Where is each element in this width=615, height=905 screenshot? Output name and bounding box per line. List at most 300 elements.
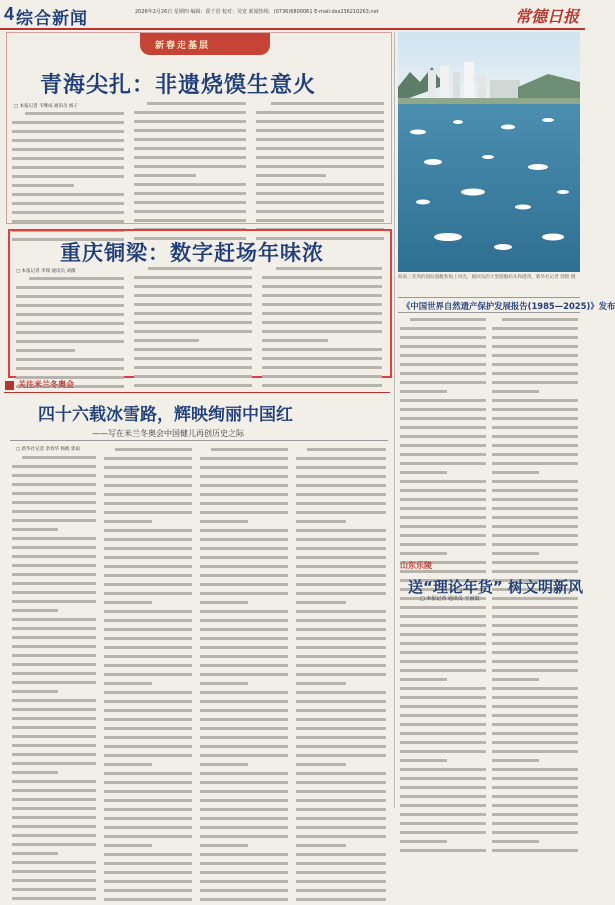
text-line-bar xyxy=(296,700,386,703)
article-1-headline[interactable]: 青海尖扎：非遗烧馍生意火 xyxy=(40,73,317,98)
text-line-bar xyxy=(16,349,75,352)
text-line-placeholder xyxy=(400,840,486,847)
text-line-placeholder xyxy=(200,727,288,734)
text-line-bar xyxy=(200,853,288,856)
text-line-placeholder xyxy=(12,528,96,535)
text-line-bar xyxy=(296,763,346,766)
text-line-placeholder xyxy=(492,696,578,703)
article-3-byline: □ 新华社记者 余春华 杨帆 郭雨 xyxy=(16,447,80,452)
text-line-bar xyxy=(400,345,486,348)
text-line-bar xyxy=(12,699,96,702)
text-line-placeholder xyxy=(134,339,252,346)
text-line-bar xyxy=(104,844,152,847)
text-line-bar xyxy=(256,174,326,177)
text-line-placeholder xyxy=(262,312,382,319)
text-line-placeholder xyxy=(12,591,96,598)
text-line-bar xyxy=(296,466,386,469)
text-line-bar xyxy=(262,276,382,279)
text-line-bar xyxy=(400,624,486,627)
text-line-bar xyxy=(262,294,382,297)
text-line-bar xyxy=(200,484,288,487)
text-line-bar xyxy=(200,592,288,595)
text-line-placeholder xyxy=(12,771,96,778)
text-line-placeholder xyxy=(12,681,96,688)
text-line-placeholder xyxy=(492,732,578,739)
text-line-bar xyxy=(12,175,124,178)
text-line-placeholder xyxy=(400,318,486,325)
text-line-placeholder xyxy=(400,849,486,856)
text-line-placeholder xyxy=(296,691,386,698)
text-line-bar xyxy=(12,807,96,810)
text-line-bar xyxy=(296,619,386,622)
newspaper-logo: 常德日报 xyxy=(515,7,580,26)
text-line-bar xyxy=(492,669,578,672)
text-line-placeholder xyxy=(296,628,386,635)
text-line-bar xyxy=(492,552,539,555)
text-line-bar xyxy=(296,772,386,775)
text-line-placeholder xyxy=(400,687,486,694)
text-line-bar xyxy=(400,462,486,465)
text-line-placeholder xyxy=(200,592,288,599)
text-line-bar xyxy=(200,475,288,478)
text-line-bar xyxy=(12,184,74,187)
text-line-bar xyxy=(104,799,192,802)
text-line-bar xyxy=(12,861,96,864)
text-line-bar xyxy=(400,705,486,708)
text-line-placeholder xyxy=(104,583,192,590)
text-line-bar xyxy=(134,375,252,378)
text-line-bar xyxy=(134,156,246,159)
text-line-placeholder xyxy=(12,600,96,607)
text-line-placeholder xyxy=(400,777,486,784)
text-line-placeholder xyxy=(104,718,192,725)
text-line-placeholder xyxy=(400,417,486,424)
text-line-bar xyxy=(104,637,192,640)
text-line-placeholder xyxy=(400,750,486,757)
text-line-placeholder xyxy=(104,637,192,644)
text-line-bar xyxy=(296,673,386,676)
text-line-bar xyxy=(400,507,486,510)
text-line-bar xyxy=(12,573,96,576)
text-line-bar xyxy=(200,520,248,523)
text-line-placeholder xyxy=(134,192,246,199)
text-line-placeholder xyxy=(256,201,384,208)
text-line-placeholder xyxy=(296,700,386,707)
text-line-placeholder xyxy=(492,453,578,460)
text-line-placeholder xyxy=(134,330,252,337)
article-2-byline: □ 本报记者 李瑞 通讯员 刘薇 xyxy=(16,269,76,274)
text-line-placeholder xyxy=(400,435,486,442)
text-line-placeholder xyxy=(200,799,288,806)
text-line-bar xyxy=(200,529,288,532)
text-line-placeholder xyxy=(296,844,386,851)
text-line-placeholder xyxy=(296,772,386,779)
text-line-bar xyxy=(296,871,386,874)
text-line-bar xyxy=(134,129,246,132)
text-line-placeholder xyxy=(296,637,386,644)
text-line-bar xyxy=(12,897,96,900)
text-line-placeholder xyxy=(12,175,124,182)
text-line-placeholder xyxy=(400,372,486,379)
text-line-placeholder xyxy=(134,147,246,154)
text-line-placeholder xyxy=(200,565,288,572)
text-line-placeholder xyxy=(296,502,386,509)
text-line-bar xyxy=(104,565,192,568)
text-line-placeholder xyxy=(12,834,96,841)
text-line-bar xyxy=(400,714,486,717)
text-line-placeholder xyxy=(104,745,192,752)
text-line-placeholder xyxy=(400,642,486,649)
text-line-placeholder xyxy=(104,853,192,860)
text-line-bar xyxy=(12,537,96,540)
text-line-bar xyxy=(104,493,192,496)
text-line-bar xyxy=(200,556,288,559)
text-line-placeholder xyxy=(262,321,382,328)
text-line-placeholder xyxy=(492,813,578,820)
article-5-headline[interactable]: 送“理论年货” 树文明新风 xyxy=(408,578,583,596)
text-line-placeholder xyxy=(296,898,386,905)
text-line-bar xyxy=(22,456,96,459)
text-line-placeholder xyxy=(492,507,578,514)
text-line-bar xyxy=(400,471,447,474)
text-line-placeholder xyxy=(492,381,578,388)
text-line-placeholder xyxy=(492,840,578,847)
text-line-bar xyxy=(492,444,578,447)
text-line-bar xyxy=(200,682,248,685)
article-3-column-4 xyxy=(296,446,386,806)
text-line-placeholder xyxy=(200,547,288,554)
text-line-bar xyxy=(400,660,486,663)
text-line-placeholder xyxy=(104,610,192,617)
article-4-headline[interactable]: 《中国世界自然遗产保护发展报告(1985—2025)》发布 xyxy=(402,301,615,311)
text-line-bar xyxy=(104,556,192,559)
text-line-bar xyxy=(104,763,152,766)
article-5-column-2 xyxy=(492,604,578,806)
text-line-bar xyxy=(12,834,96,837)
text-line-bar xyxy=(12,870,96,873)
text-line-bar xyxy=(200,601,248,604)
text-line-bar xyxy=(104,646,192,649)
text-line-placeholder xyxy=(12,121,124,128)
text-line-bar xyxy=(200,889,288,892)
text-line-placeholder xyxy=(400,489,486,496)
text-line-placeholder xyxy=(296,682,386,689)
text-line-bar xyxy=(12,474,96,477)
article-3-headline[interactable]: 四十六载冰雪路，辉映绚丽中国红 xyxy=(38,405,293,425)
text-line-placeholder xyxy=(134,102,246,109)
text-line-placeholder xyxy=(262,357,382,364)
text-line-bar xyxy=(12,564,96,567)
text-line-bar xyxy=(400,417,486,420)
text-line-placeholder xyxy=(400,462,486,469)
text-line-placeholder xyxy=(12,474,96,481)
text-line-bar xyxy=(492,570,578,573)
text-line-placeholder xyxy=(492,363,578,370)
text-line-bar xyxy=(492,840,539,843)
text-line-bar xyxy=(104,511,192,514)
text-line-bar xyxy=(492,804,578,807)
text-line-placeholder xyxy=(200,484,288,491)
text-line-placeholder xyxy=(16,322,124,329)
text-line-placeholder xyxy=(12,654,96,661)
text-line-bar xyxy=(492,417,578,420)
text-line-placeholder xyxy=(492,849,578,856)
text-line-bar xyxy=(12,528,58,531)
text-line-bar xyxy=(296,574,386,577)
text-line-placeholder xyxy=(200,763,288,770)
text-line-bar xyxy=(12,166,124,169)
text-line-bar xyxy=(262,375,382,378)
text-line-bar xyxy=(296,880,386,883)
text-line-placeholder xyxy=(200,619,288,626)
text-line-bar xyxy=(296,502,386,505)
text-line-placeholder xyxy=(12,139,124,146)
text-line-placeholder xyxy=(296,799,386,806)
text-line-placeholder xyxy=(104,529,192,536)
text-line-placeholder xyxy=(400,444,486,451)
text-line-bar xyxy=(12,798,96,801)
text-line-bar xyxy=(502,606,578,609)
text-line-bar xyxy=(16,295,124,298)
text-line-bar xyxy=(296,790,386,793)
text-line-bar xyxy=(12,825,96,828)
text-line-bar xyxy=(492,480,578,483)
text-line-bar xyxy=(200,493,288,496)
text-line-placeholder xyxy=(296,538,386,545)
text-line-placeholder xyxy=(492,444,578,451)
text-line-placeholder xyxy=(200,898,288,905)
text-line-placeholder xyxy=(16,349,124,356)
text-line-bar xyxy=(200,466,288,469)
text-line-placeholder xyxy=(296,781,386,788)
text-line-placeholder xyxy=(492,777,578,784)
text-line-placeholder xyxy=(400,453,486,460)
text-line-placeholder xyxy=(296,880,386,887)
text-line-bar xyxy=(262,330,382,333)
text-line-bar xyxy=(12,816,96,819)
text-line-placeholder xyxy=(400,759,486,766)
text-line-placeholder xyxy=(104,754,192,761)
text-line-bar xyxy=(134,210,246,213)
text-line-bar xyxy=(104,466,192,469)
text-line-placeholder xyxy=(296,493,386,500)
text-line-bar xyxy=(115,448,192,451)
text-line-bar xyxy=(262,321,382,324)
text-line-placeholder xyxy=(12,519,96,526)
text-line-bar xyxy=(12,645,96,648)
text-line-placeholder xyxy=(12,166,124,173)
text-line-bar xyxy=(12,789,96,792)
text-line-bar xyxy=(296,457,386,460)
text-line-placeholder xyxy=(134,348,252,355)
text-line-bar xyxy=(12,708,96,711)
text-line-placeholder xyxy=(400,498,486,505)
text-line-bar xyxy=(104,547,192,550)
text-line-bar xyxy=(200,844,248,847)
text-line-placeholder xyxy=(400,831,486,838)
text-line-placeholder xyxy=(12,897,96,904)
text-line-bar xyxy=(492,741,578,744)
text-line-placeholder xyxy=(200,853,288,860)
text-line-placeholder xyxy=(104,592,192,599)
text-line-placeholder xyxy=(492,723,578,730)
text-line-bar xyxy=(400,552,447,555)
header-meta: 2026年2月26日 星期四 编辑：霍千语 校对：吴宽 新闻热线：(0736)6800061 E-mail:dxs236210263.net xyxy=(135,9,379,15)
text-line-placeholder xyxy=(400,354,486,361)
text-line-bar xyxy=(256,156,384,159)
text-line-bar xyxy=(296,727,386,730)
article-4-column-2 xyxy=(492,316,578,554)
text-line-placeholder xyxy=(400,516,486,523)
text-line-placeholder xyxy=(200,583,288,590)
text-line-bar xyxy=(104,808,192,811)
text-line-bar xyxy=(200,745,288,748)
text-line-placeholder xyxy=(492,525,578,532)
text-line-placeholder xyxy=(104,898,192,905)
text-line-bar xyxy=(12,130,124,133)
text-line-placeholder xyxy=(200,691,288,698)
text-line-bar xyxy=(400,516,486,519)
text-line-placeholder xyxy=(296,547,386,554)
text-line-placeholder xyxy=(296,889,386,896)
text-line-placeholder xyxy=(492,795,578,802)
text-line-placeholder xyxy=(200,817,288,824)
text-line-placeholder xyxy=(262,303,382,310)
text-line-placeholder xyxy=(492,552,578,559)
text-line-placeholder xyxy=(492,660,578,667)
text-line-bar xyxy=(492,633,578,636)
section-title: 综合新闻 xyxy=(16,9,88,29)
text-line-bar xyxy=(492,651,578,654)
text-line-placeholder xyxy=(492,705,578,712)
text-line-bar xyxy=(400,525,486,528)
text-line-placeholder xyxy=(134,210,246,217)
text-line-bar xyxy=(134,294,252,297)
text-line-placeholder xyxy=(16,358,124,365)
text-line-bar xyxy=(104,592,192,595)
text-line-placeholder xyxy=(492,768,578,775)
text-line-bar xyxy=(12,762,96,765)
text-line-bar xyxy=(16,322,124,325)
text-line-placeholder xyxy=(16,295,124,302)
text-line-bar xyxy=(296,682,346,685)
article-1-column-1 xyxy=(12,110,124,218)
text-line-bar xyxy=(296,655,386,658)
article-3-subheadline: ——写在米兰冬奥会中国健儿再创历史之际 xyxy=(92,429,244,438)
text-line-bar xyxy=(16,304,124,307)
text-line-placeholder xyxy=(134,312,252,319)
photo-caption: 海南三亚湾的国际游艇和海上风光，鹿回头的大型游艇码头和港湾。新华社记者 郭程 摄 xyxy=(398,275,576,280)
text-line-bar xyxy=(200,718,288,721)
text-line-bar xyxy=(296,718,386,721)
text-line-placeholder xyxy=(200,637,288,644)
text-line-placeholder xyxy=(104,871,192,878)
text-line-placeholder xyxy=(492,741,578,748)
text-line-placeholder xyxy=(104,502,192,509)
text-line-placeholder xyxy=(296,745,386,752)
text-line-bar xyxy=(134,147,246,150)
text-line-bar xyxy=(200,502,288,505)
text-line-bar xyxy=(400,804,486,807)
text-line-placeholder xyxy=(400,669,486,676)
text-line-placeholder xyxy=(492,336,578,343)
text-line-placeholder xyxy=(200,844,288,851)
text-line-placeholder xyxy=(134,366,252,373)
text-line-bar xyxy=(12,510,96,513)
text-line-bar xyxy=(200,898,288,901)
text-line-placeholder xyxy=(296,529,386,536)
text-line-placeholder xyxy=(16,331,124,338)
text-line-placeholder xyxy=(200,871,288,878)
text-line-bar xyxy=(25,112,124,115)
text-line-bar xyxy=(200,664,288,667)
text-line-bar xyxy=(256,192,384,195)
text-line-placeholder xyxy=(200,529,288,536)
text-line-placeholder xyxy=(492,318,578,325)
text-line-bar xyxy=(400,633,486,636)
text-line-placeholder xyxy=(296,709,386,716)
text-line-bar xyxy=(200,727,288,730)
text-line-bar xyxy=(400,687,486,690)
text-line-placeholder xyxy=(104,772,192,779)
text-line-placeholder xyxy=(104,448,192,455)
article-5-column-1 xyxy=(400,604,486,806)
text-line-placeholder xyxy=(16,286,124,293)
text-line-placeholder xyxy=(492,480,578,487)
text-line-placeholder xyxy=(256,183,384,190)
text-line-placeholder xyxy=(492,615,578,622)
text-line-bar xyxy=(104,826,192,829)
text-line-bar xyxy=(200,619,288,622)
text-line-bar xyxy=(104,700,192,703)
text-line-placeholder xyxy=(104,817,192,824)
text-line-bar xyxy=(200,754,288,757)
text-line-bar xyxy=(104,619,192,622)
text-line-bar xyxy=(400,453,486,456)
text-line-placeholder xyxy=(200,790,288,797)
text-line-placeholder xyxy=(104,826,192,833)
text-line-bar xyxy=(12,148,124,151)
text-line-bar xyxy=(104,502,192,505)
article-2-headline[interactable]: 重庆铜梁：数字赶场年味浓 xyxy=(60,241,324,265)
text-line-bar xyxy=(400,435,486,438)
text-line-bar xyxy=(147,102,246,105)
text-line-bar xyxy=(134,219,246,222)
text-line-placeholder xyxy=(104,493,192,500)
text-line-bar xyxy=(296,664,386,667)
text-line-placeholder xyxy=(200,826,288,833)
text-line-placeholder xyxy=(200,835,288,842)
text-line-placeholder xyxy=(492,561,578,568)
text-line-placeholder xyxy=(296,556,386,563)
text-line-bar xyxy=(296,484,386,487)
text-line-bar xyxy=(104,817,192,820)
text-line-bar xyxy=(262,348,382,351)
text-line-placeholder xyxy=(200,754,288,761)
text-line-placeholder xyxy=(262,339,382,346)
text-line-bar xyxy=(492,723,578,726)
text-line-bar xyxy=(492,660,578,663)
text-line-placeholder xyxy=(400,525,486,532)
article-3-column-3 xyxy=(200,446,288,806)
text-line-bar xyxy=(492,597,578,600)
text-line-bar xyxy=(200,817,288,820)
text-line-bar xyxy=(296,808,386,811)
text-line-bar xyxy=(296,799,386,802)
text-line-bar xyxy=(12,879,96,882)
text-line-placeholder xyxy=(12,807,96,814)
text-line-placeholder xyxy=(400,732,486,739)
